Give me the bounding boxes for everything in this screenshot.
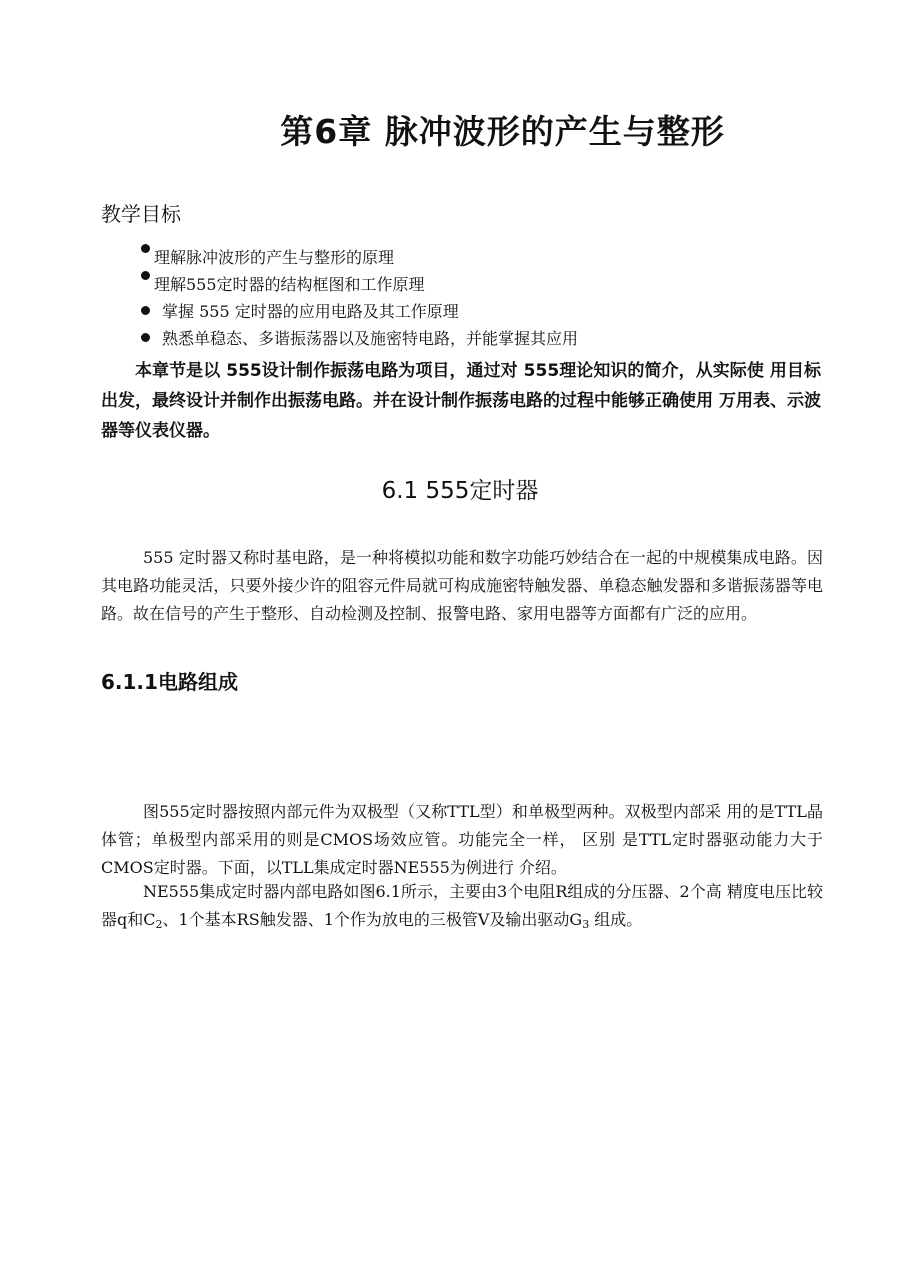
bullet-icon: [141, 333, 150, 342]
paragraph-text: 组成。: [589, 910, 643, 929]
objective-text: 掌握 555 定时器的应用电路及其工作原理: [162, 302, 459, 321]
list-item: [140, 271, 860, 298]
subsection-paragraph-2: [101, 878, 823, 939]
bullet-icon: [141, 271, 150, 280]
list-item: [140, 244, 860, 271]
objectives-heading: 教学目标: [101, 202, 181, 226]
subsection-paragraph-1: 图555定时器按照内部元件为双极型（又称TTL型）和单极型两种。双极型内部采 用的是TTL晶体管；单极型内部采用的则是CMOS场效应管。功能完全一样， 区别 是TTL定时器驱动能力大于CMOS定时器。下面，以TLL集成定时器NE555为例进行 介绍。: [101, 802, 823, 877]
chapter-intro-paragraph: 本章节是以 555设计制作振荡电路为项目，通过对 555理论知识的简介，从实际使 用目标出发，最终设计并制作出振荡电路。并在设计制作振荡电路的过程中能够正确使用 万用表、示波器等仪表仪器。: [101, 361, 821, 441]
subsection-title: 6.1.1电路组成: [101, 670, 238, 694]
list-item: [140, 298, 860, 325]
section-paragraph: 555 定时器又称时基电路，是一种将模拟功能和数字功能巧妙结合在一起的中规模集成电路。因其电路功能灵活，只要外接少许的阻容元件局就可构成施密特触发器、单稳态触发器和多谐振荡器等电路。故在信号的产生于整形、自动检测及控制、报警电路、家用电器等方面都有广泛的应用。: [101, 548, 823, 623]
paragraph-text: NE555集成定时器内部电路如图6.1所示，主要由3个电阻R组成的分压器、2个高 精度电压比较器q和C: [101, 882, 823, 929]
subscript: 3: [582, 918, 590, 931]
paragraph-text: 、1个基本RS触发器、1个作为放电的三极管V及输出驱动G: [162, 910, 583, 929]
objective-text: 理解脉冲波形的产生与整形的原理: [154, 248, 395, 267]
subscript: 2: [155, 918, 163, 931]
objective-text: 理解555定时器的结构框图和工作原理: [154, 275, 425, 294]
objectives-list: [140, 244, 860, 352]
list-item: [140, 325, 860, 352]
objective-text: 熟悉单稳态、多谐振荡器以及施密特电路，并能掌握其应用: [162, 329, 579, 348]
chapter-title: 第6章 脉冲波形的产生与整形: [280, 112, 725, 151]
bullet-icon: [141, 306, 150, 315]
section-title: 6.1 555定时器: [381, 478, 539, 504]
bullet-icon: [141, 244, 150, 253]
